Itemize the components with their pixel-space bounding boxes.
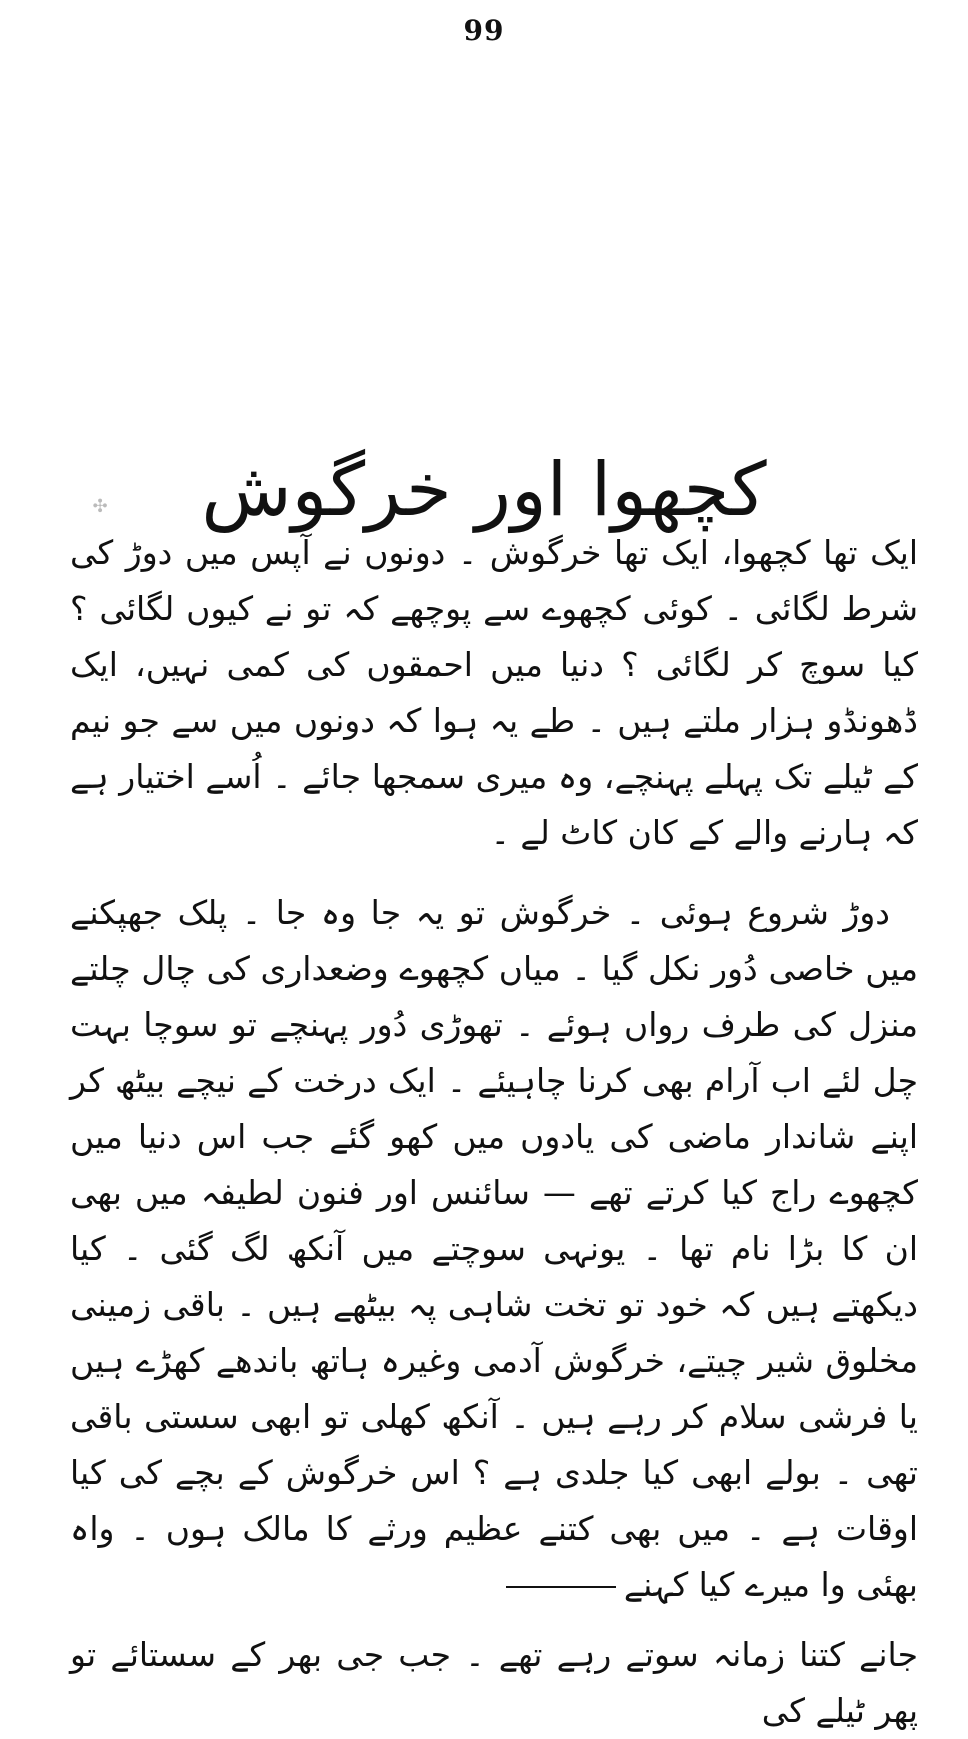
story-title: کچھوا اور خرگوش — [201, 446, 767, 533]
paragraph-2-text: دوڑ شروع ہوئی ۔ خرگوش تو یہ جا وہ جا ۔ پلک جھپکنے میں خاصی دُور نکل گیا ۔ میاں کچھوے وضعداری کی چال چلتے منزل کی طرف رواں ہوئے ۔ تھوڑی دُور پہنچے تو سوچا بہت چل لئے اب آرام بھی کرنا چاہیئے ۔ ایک درخت کے نیچے بیٹھ کر اپنے شاندار ماضی کی یادوں میں کھو گئے جب اس دنیا میں کچھوے راج کیا کرتے تھے — سائنس اور فنون لطیفہ میں بھی ان کا بڑا نام تھا ۔ یونہی سوچتے میں آنکھ لگ گئی ۔ کیا دیکھتے ہیں کہ خود تو تخت شاہی پہ بیٹھے ہیں ۔ باقی زمینی مخلوق شیر چیتے، خرگوش آدمی وغیرہ ہاتھ باندھے کھڑے ہیں یا فرشی سلام کر رہے ہیں ۔ آنکھ کھلی تو ابھی سستی باقی تھی ۔ بولے ابھی کیا جلدی ہے ؟ اس خرگوش کے بچے کی کیا اوقات ہے ۔ میں بھی کتنے عظیم ورثے کا مالک ہوں ۔ واہ بھئی وا میرے کیا کہنے — [70, 893, 918, 1604]
paragraph-3: جانے کتنا زمانہ سوتے رہے تھے ۔ جب جی بھر کے سستائے تو پھر ٹیلے کی — [70, 1635, 918, 1730]
page-number: 99 — [463, 14, 505, 47]
smudge-mark-icon: ✣ — [92, 496, 108, 517]
story-body — [70, 525, 918, 1739]
paragraph-1: ایک تھا کچھوا، ایک تھا خرگوش ۔ دونوں نے آپس میں دوڑ کی شرط لگائی ۔ کوئی کچھوے سے پوچھے کہ تو نے کیوں لگائی ؟ کیا سوچ کر لگائی ؟ دنیا میں احمقوں کی کمی نہیں، ایک ڈھونڈو ہزار ملتے ہیں ۔ طے یہ ہوا کہ دونوں میں سے جو نیم کے ٹیلے تک پہلے پہنچے، وہ میری سمجھا جائے ۔ اُسے اختیار ہے کہ ہارنے والے کے کان کاٹ لے ۔ — [70, 533, 918, 852]
paragraph-2 — [70, 885, 918, 1613]
end-dash-rule — [506, 1586, 616, 1588]
